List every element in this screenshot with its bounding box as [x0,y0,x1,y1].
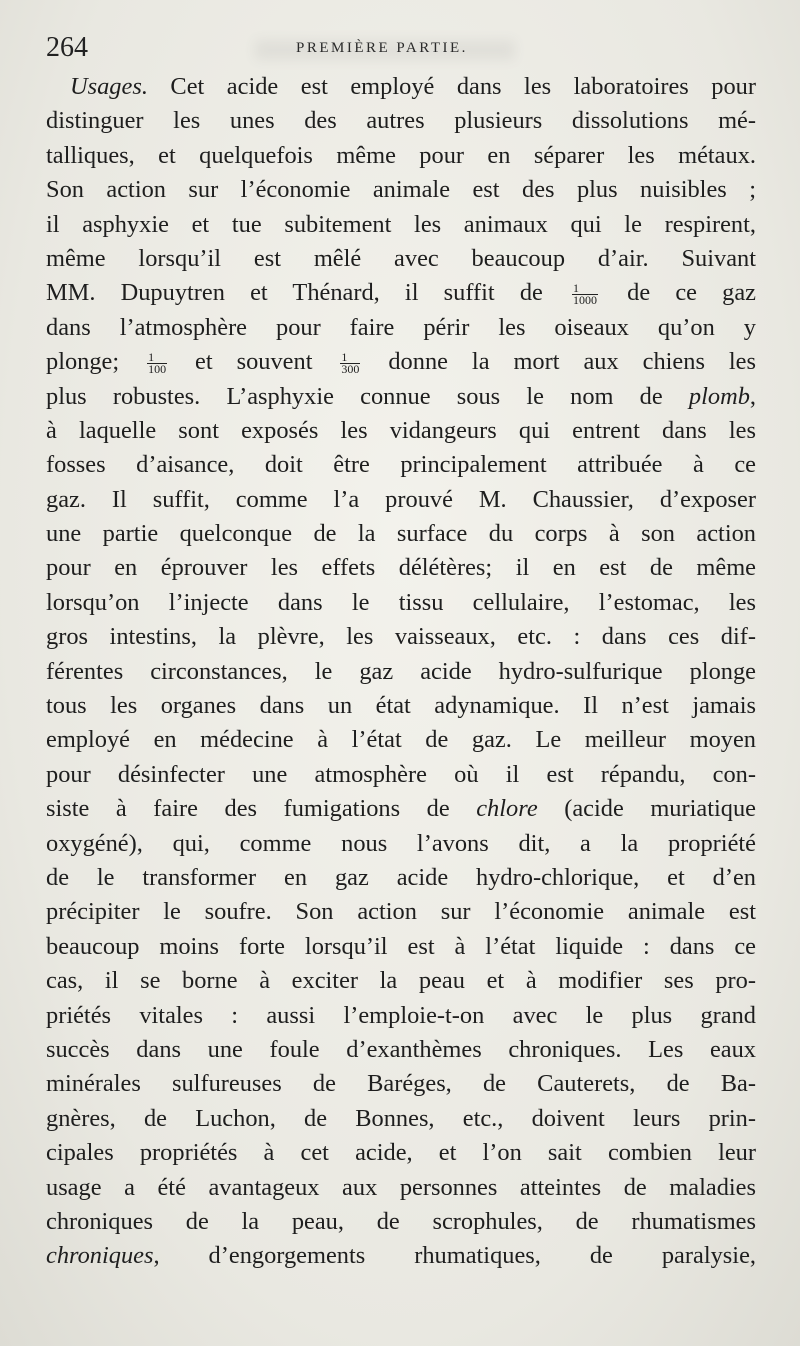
fraction [572,283,598,306]
text-segment: oxygéné), qui, comme nous l’avons dit, a la propriété [46,829,756,857]
text-segment: beaucoup moins forte lorsqu’il est à l’état liquide : dans ce [46,932,756,960]
text-segment: de ce gaz [602,279,757,307]
text-segment: lorsqu’on l’injecte dans le tissu cellulaire, l’estomac, les [46,588,756,616]
text-segment: succès dans une foule d’exanthèmes chroniques. Les eaux [46,1035,756,1063]
text-line [46,1205,756,1239]
body-paragraph [46,70,756,1274]
text-line [46,827,756,861]
text-line [46,448,756,482]
text-segment: employé en médecine à l’état de gaz. Le meilleur moyen [46,726,756,754]
text-segment: même lorsqu’il est mêlé avec beaucoup d’air. Suivant [46,244,756,272]
italic-text: chlore [476,795,538,823]
text-segment: pour en éprouver les effets délétères; il en est de même [46,554,756,582]
text-segment: fosses d’aisance, doit être principalement attribuée à ce [46,451,756,479]
text-line [46,1136,756,1170]
text-segment: gros intestins, la plèvre, les vaisseaux, etc. : dans ces dif- [46,623,756,651]
text-segment: il asphyxie et tue subitement les animaux qui le respirent, [46,210,756,238]
text-segment: à laquelle sont exposés les vidangeurs qui entrent dans les [46,416,756,444]
text-segment: Son action sur l’économie animale est des plus nuisibles ; [46,176,756,204]
text-segment: cipales propriétés à cet acide, et l’on sait combien leur [46,1139,756,1167]
fraction [147,352,167,375]
fraction-numerator: 1 [147,352,167,364]
text-line [46,1239,756,1273]
running-head: PREMIÈRE PARTIE. [296,40,468,56]
text-line [46,208,756,242]
text-line [46,964,756,998]
text-segment: donne la mort aux chiens les [364,348,756,376]
text-line [46,139,756,173]
fraction-numerator: 1 [340,352,360,364]
text-line [46,999,756,1033]
text-line [46,1067,756,1101]
text-line [46,723,756,757]
text-line [46,311,756,345]
text-line [46,414,756,448]
text-line [46,1102,756,1136]
text-segment: talliques, et quelquefois même pour en séparer les métaux. [46,141,756,169]
text-line [46,242,756,276]
text-line [46,586,756,620]
fraction-denominator: 100 [148,362,167,377]
text-line [46,380,756,414]
text-line [46,792,756,826]
text-segment: férentes circonstances, le gaz acide hydro-sulfurique plonge [46,657,756,685]
fraction-numerator: 1 [572,283,598,295]
text-segment: plus robustes. L’asphyxie connue sous le nom de [46,382,689,410]
text-segment: plonge; [46,348,144,376]
text-segment: priétés vitales : aussi l’emploie-t-on avec le plus grand [46,1001,756,1029]
page-header [46,30,770,66]
text-segment: , d’engorgements rhumatiques, de paralysie, [153,1242,756,1270]
text-segment: gnères, de Luchon, de Bonnes, etc., doivent leurs prin- [46,1104,756,1132]
text-line [46,895,756,929]
text-line [46,758,756,792]
text-segment: Cet acide est employé dans les laboratoires pour [147,73,756,100]
fraction [340,352,360,375]
text-segment: cas, il se borne à exciter la peau et à modifier ses pro- [46,967,756,995]
text-line [46,276,756,310]
text-line [46,551,756,585]
italic-text: chroniques [46,1242,154,1270]
text-line [46,861,756,895]
fraction-denominator: 1000 [573,293,598,308]
text-line [46,517,756,551]
text-segment: et souvent [171,348,337,376]
text-line [46,483,756,517]
italic-text: Usages. [70,73,148,100]
text-line [46,345,756,379]
text-segment: minérales sulfureuses de Baréges, de Cauterets, de Ba- [46,1070,756,1098]
text-segment: chroniques de la peau, de scrophules, de rhumatismes [46,1207,756,1235]
text-segment: dans l’atmosphère pour faire périr les oiseaux qu’on y [46,313,756,341]
text-segment: (acide muriatique [537,795,756,823]
page-number: 264 [46,32,88,63]
italic-text: plomb [688,382,750,410]
text-line [46,655,756,689]
text-segment: de le transformer en gaz acide hydro-chlorique, et d’en [46,863,756,891]
text-segment: précipiter le soufre. Son action sur l’économie animale est [46,898,756,926]
fraction-denominator: 300 [341,362,360,377]
text-line [46,104,756,138]
text-segment: MM. Dupuytren et Thénard, il suffit de [46,279,569,307]
text-segment: , [749,382,756,410]
text-line [46,70,756,104]
text-segment: pour désinfecter une atmosphère où il est répandu, con- [46,760,756,788]
text-line [46,930,756,964]
text-line [46,1033,756,1067]
text-segment: distinguer les unes des autres plusieurs dissolutions mé- [46,107,756,135]
text-line [46,1171,756,1205]
text-segment: usage a été avantageux aux personnes atteintes de maladies [46,1173,756,1201]
text-segment: tous les organes dans un état adynamique. Il n’est jamais [46,692,756,720]
text-segment: siste à faire des fumigations de [46,795,477,823]
text-segment: gaz. Il suffit, comme l’a prouvé M. Chaussier, d’exposer [46,485,756,513]
text-line [46,620,756,654]
text-line [46,689,756,723]
text-segment: une partie quelconque de la surface du corps à son action [46,520,756,548]
text-line [46,173,756,207]
